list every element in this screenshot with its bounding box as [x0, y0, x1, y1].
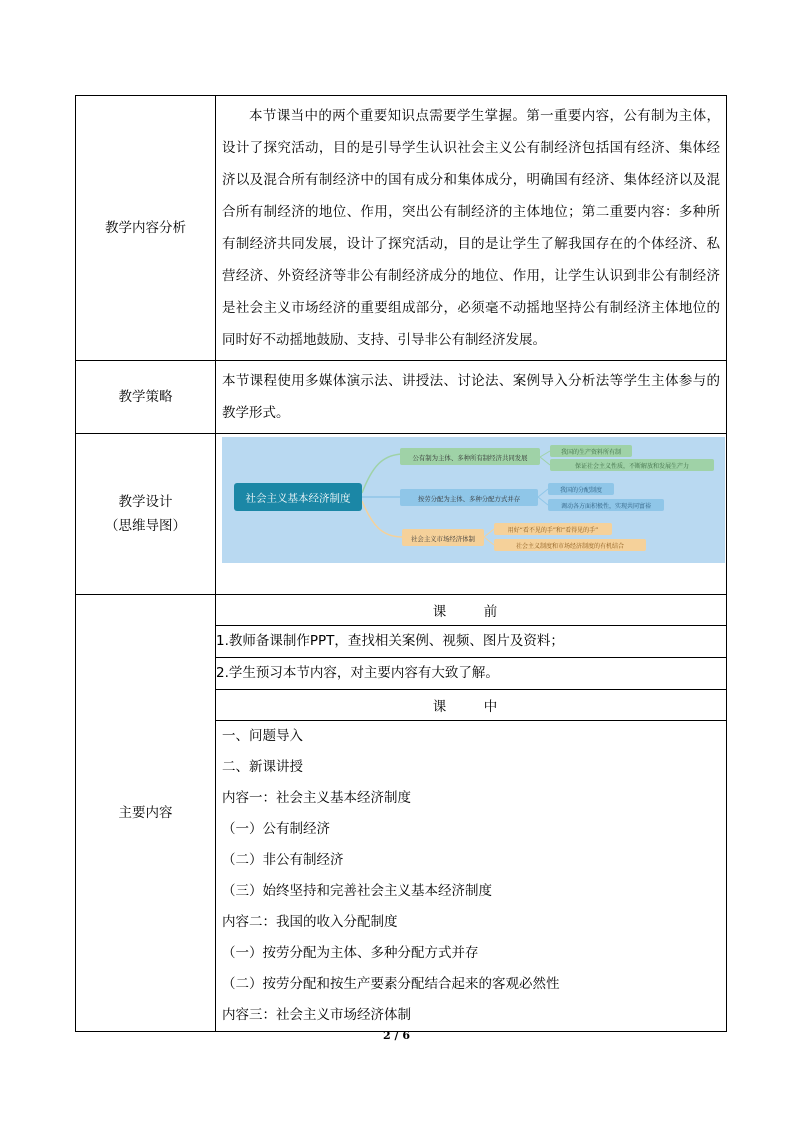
mindmap-leaf-label: 我国的分配制度	[559, 487, 603, 494]
label-main-content: 主要内容	[76, 595, 216, 1032]
row-main-content	[76, 595, 727, 1032]
list-item: 内容二：我国的收入分配制度	[222, 914, 398, 930]
mindmap-root-label: 社会主义基本经济制度	[245, 492, 351, 505]
list-item: （二）按劳分配和按生产要素分配结合起来的客观必然性	[222, 976, 560, 992]
phase-heading-before-class: 课 前	[216, 595, 726, 626]
list-item: （一）按劳分配为主体、多种分配方式并存	[222, 945, 479, 961]
row-content-analysis	[76, 96, 727, 361]
page-number: 2 / 6	[383, 1029, 410, 1042]
mindmap-image	[222, 437, 725, 563]
list-item: 一、问题导入	[222, 728, 303, 744]
label-teaching-strategy: 教学策略	[76, 361, 216, 434]
mindmap-leaf-label: 我国的生产资料所有制	[560, 449, 622, 456]
label-content-analysis: 教学内容分析	[76, 96, 216, 361]
list-item: 内容三：社会主义市场经济体制	[222, 1007, 411, 1023]
list-item: 二、新课讲授	[222, 759, 303, 775]
row-teaching-design	[76, 434, 727, 595]
mindmap-branch-1-label: 公有制为主体、多种所有制经济共同发展	[412, 454, 528, 462]
mindmap-leaf-label: 社会主义制度和市场经济制度的有机结合	[515, 543, 625, 550]
lesson-plan-table	[75, 95, 727, 1032]
mindmap-leaf-label: 保证社会主义性质，不断解放和发展生产力	[574, 463, 690, 470]
teaching-design-label: 教学设计	[118, 494, 173, 510]
list-item: 内容一：社会主义基本经济制度	[222, 790, 411, 806]
mindmap-leaf-label: 用好“看不见的手”和“看得见的手”	[507, 527, 599, 534]
phase-heading-during-class: 课 中	[216, 690, 726, 721]
list-item: 1.教师备课制作PPT，查找相关案例、视频、图片及资料；	[216, 626, 726, 658]
teaching-strategy-text: 本节课程使用多媒体演示法、讲授法、讨论法、案例导入分析法等学生主体参与的教学形式。	[216, 361, 727, 434]
label-teaching-design	[76, 434, 216, 595]
list-item: 2.学生预习本节内容，对主要内容有大致了解。	[216, 658, 726, 690]
list-item: （一）公有制经济	[222, 821, 330, 837]
main-content-cell	[216, 595, 727, 1032]
list-item: （二）非公有制经济	[222, 852, 344, 868]
during-class-list	[216, 721, 726, 1032]
main-content-inner-table	[216, 595, 726, 1031]
row-teaching-strategy	[76, 361, 727, 434]
content-analysis-text: 本节课当中的两个重要知识点需要学生掌握。第一重要内容，公有制为主体，设计了探究活动，目的是引导学生认识社会主义公有制经济包括国有经济、集体经济以及混合所有制经济中的国有成分和集体成分，明确国有经济、集体经济以及混合所有制经济的地位、作用，突出公有制经济的主体地位；第二重要内容：多种所有制经济共同发展，设计了探究活动，目的是让学生了解我国存在的个体经济、私营经济、外资经济等非公有制经济成分的地位、作用，让学生认识到非公有制经济是社会主义市场经济的重要组成部分，必须毫不动摇地坚持公有制经济主体地位的同时好不动摇地鼓励、支持、引导非公有制经济发展。	[216, 96, 727, 361]
mindmap-leaf-label: 调动各方面积极性，实现共同富裕	[560, 503, 652, 510]
mindmap-branch-2-label: 按劳分配为主体、多种分配方式并存	[417, 495, 521, 503]
mindmap-label: （思维导图）	[105, 518, 186, 534]
list-item: （三）始终坚持和完善社会主义基本经济制度	[222, 883, 492, 899]
mindmap-branch-3-label: 社会主义市场经济体制	[411, 535, 475, 543]
mindmap-cell	[216, 434, 727, 595]
